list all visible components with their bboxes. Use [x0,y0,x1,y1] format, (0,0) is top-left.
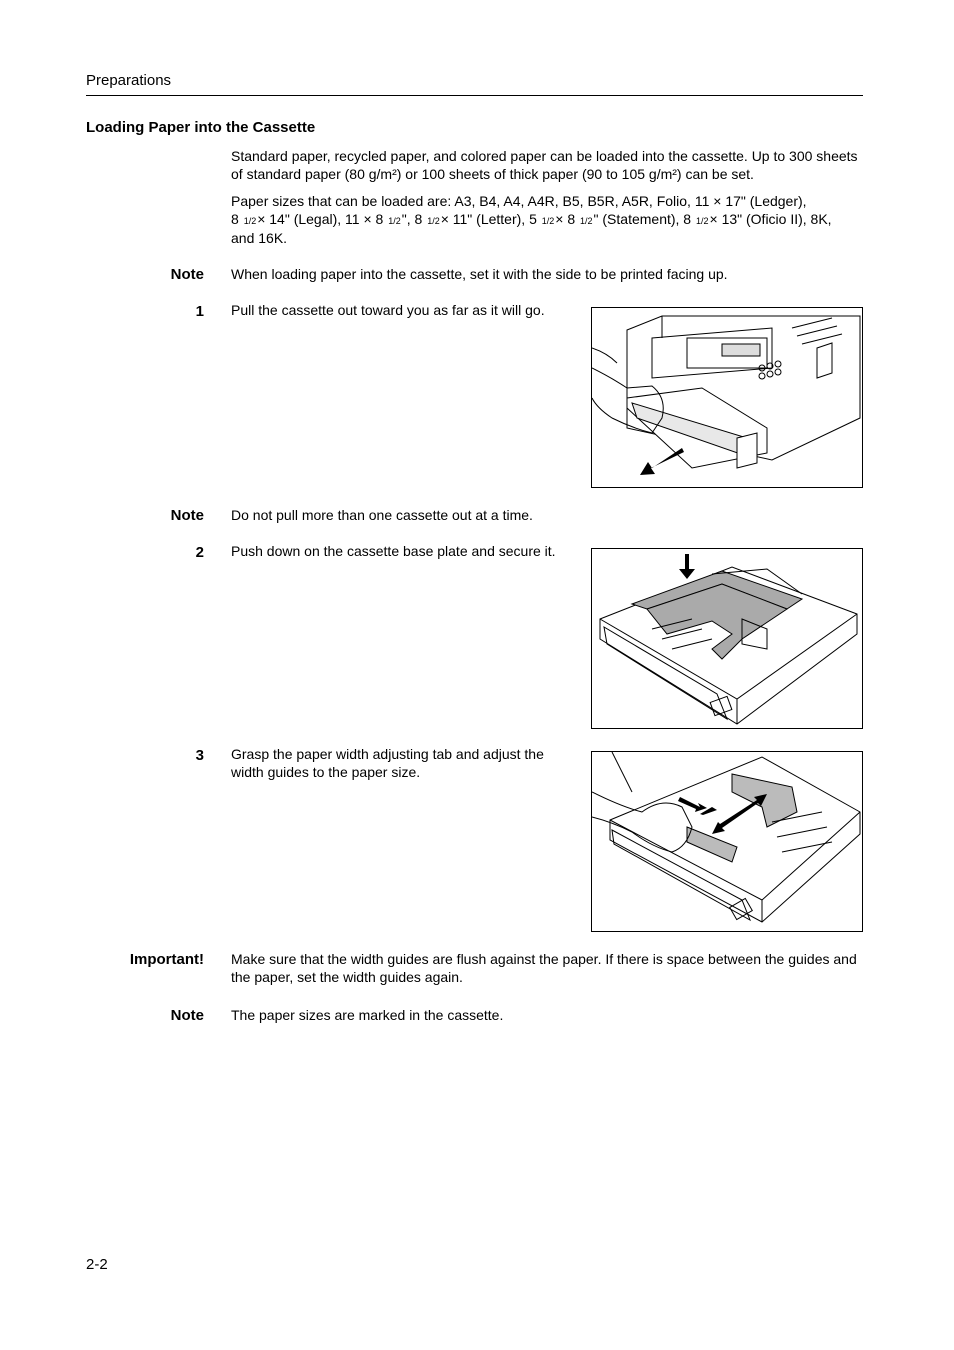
figure-push-base-plate [591,548,863,729]
step-number: 3 [195,747,204,764]
note-label: Note [170,1007,204,1024]
important-text: Make sure that the width guides are flush against the paper. If there is space between the guides and the paper, set the width guides again. [231,951,857,985]
paper-sizes-line-2: 8 1/2× 14" (Legal), 11 × 8 1/2", 8 1/2× 11" (Letter), 5 1/2× 8 1/2" (Statement), 8 1/2× 13" (Oficio II), 8K, [231,210,832,227]
note-text: When loading paper into the cassette, set it with the side to be printed facing up. [231,266,728,282]
important-label: Important! [129,951,204,968]
header-rule [86,95,863,96]
paper-sizes-line-1: Paper sizes that can be loaded are: A3, B4, A4, A4R, B5, B5R, A5R, Folio, 11 × 17" (Ledger), [231,193,807,209]
fraction-half: 1/2 [388,215,401,226]
note-text: Do not pull more than one cassette out at a time. [231,507,533,523]
paper-sizes-line-3: and 16K. [231,230,288,246]
note-text: The paper sizes are marked in the cassette. [231,1007,504,1023]
step-text: Push down on the cassette base plate and secure it. [231,543,556,559]
step-text: Grasp the paper width adjusting tab and adjust the width guides to the paper size. [231,746,544,780]
figure-pull-cassette [591,307,863,488]
fraction-half: 1/2 [243,215,257,226]
intro-paragraph-1: Standard paper, recycled paper, and colored paper can be loaded into the cassette. Up to 300 sheets of standard paper (80 g/m²) or 100 sheets of thick paper (90 to 105 g/m²) can be set. [231,148,858,182]
running-header: Preparations [86,72,172,89]
note-label: Note [170,507,204,524]
fraction-half: 1/2 [427,215,440,226]
figure-width-guides [591,751,863,932]
fraction-half: 1/2 [580,215,593,226]
section-title: Loading Paper into the Cassette [86,119,316,136]
step-number: 1 [195,303,204,320]
fraction-half: 1/2 [695,215,709,226]
page-number: 2-2 [86,1256,108,1273]
note-label: Note [170,266,204,283]
intro-paragraph-2 [231,193,863,248]
step-number: 2 [195,544,204,561]
step-text: Pull the cassette out toward you as far as it will go. [231,302,545,318]
fraction-half: 1/2 [541,215,555,226]
